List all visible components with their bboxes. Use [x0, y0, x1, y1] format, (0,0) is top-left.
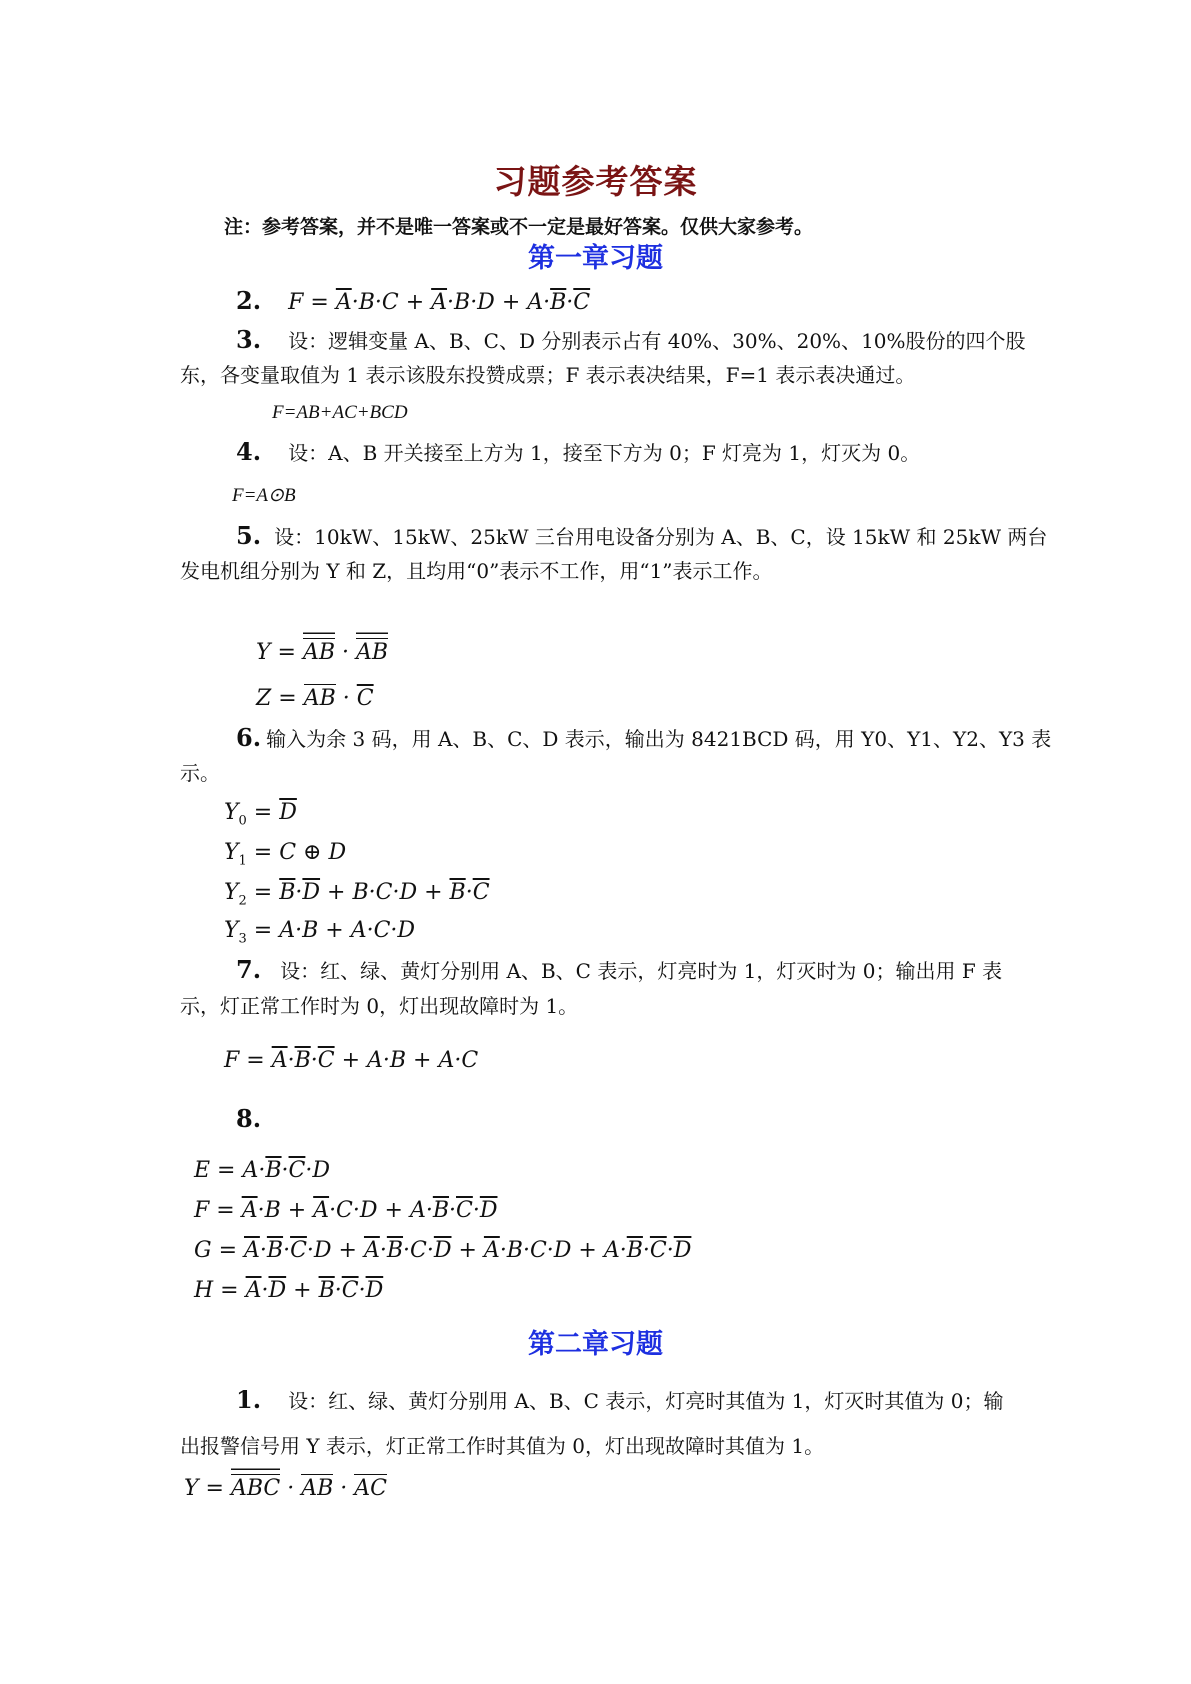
- q5-formula-y: Y = AB · AB: [256, 640, 389, 665]
- q3-text-line2: 东，各变量取值为 1 表示该股东投赞成票；F 表示表决结果，F=1 表示表决通过。: [180, 363, 916, 387]
- q6-number: 6.: [236, 723, 262, 752]
- ch2-q1-line1: [236, 1384, 1003, 1419]
- chapter-1-heading: 第一章习题: [528, 243, 663, 274]
- q7-formula: $F = \overline{A}\cdot\overline{B}\cdot\overline{C} + A\cdot B + A\cdot C$: [224, 1048, 479, 1073]
- q3-line1: [236, 324, 1026, 359]
- q5-line1: [236, 520, 1047, 555]
- q8-f: $F = \overline{A}\cdot B + \overline{A}\cdot C\cdot D + A\cdot\overline{B}\cdot\overline{C}\cdot\overline{D}$: [194, 1198, 498, 1223]
- chapter-2-heading: 第二章习题: [528, 1329, 663, 1360]
- q5-text-line1: 设：10kW、15kW、25kW 三台用电设备分别为 A、B、C，设 15kW 和 25kW 两台: [274, 525, 1048, 549]
- q6-y3: $Y_3 = A\cdot B + A\cdot C\cdot D$: [224, 918, 416, 947]
- q6-y0: $Y_0 = \overline{D}$: [224, 800, 297, 829]
- q7-line1: [236, 954, 1002, 989]
- q6-line1: [236, 722, 1051, 757]
- q8-e: $E = A\cdot\overline{B}\cdot\overline{C}\cdot D$: [194, 1158, 331, 1183]
- q6-text-line2: 示。: [180, 761, 220, 785]
- q3-text-line1: 设：逻辑变量 A、B、C、D 分别表示占有 40%、30%、20%、10%股份的四个股: [288, 329, 1026, 353]
- q5-number: 5.: [236, 521, 262, 550]
- q6-y1: $Y_1 = C$ ⊕ D: [224, 840, 347, 869]
- ch2-q1-formula: Y = ABC · AB · AC: [184, 1476, 388, 1501]
- q7-text-line2: 示，灯正常工作时为 0，灯出现故障时为 1。: [180, 994, 579, 1018]
- page-title: 习题参考答案: [493, 162, 698, 201]
- q2-line: [236, 286, 590, 315]
- q3-number: 3.: [236, 325, 262, 354]
- q6-text-line1: 输入为余 3 码，用 A、B、C、D 表示，输出为 8421BCD 码，用 Y0、Y1、Y2、Y3 表: [266, 727, 1052, 751]
- q4-number: 4.: [236, 437, 262, 466]
- q7-text-line1: 设：红、绿、黄灯分别用 A、B、C 表示，灯亮时为 1，灯灭时为 0；输出用 F 表: [280, 959, 1003, 983]
- q8-h: $H = \overline{A}\cdot\overline{D} + \overline{B}\cdot\overline{C}\cdot\overline{D}$: [194, 1278, 384, 1303]
- q2-number: 2.: [236, 286, 262, 315]
- ch2-q1-number: 1.: [236, 1385, 262, 1414]
- q4-formula: F=A⊙B: [232, 485, 296, 506]
- q8-number: 8.: [236, 1104, 262, 1133]
- ch2-q1-text-line1: 设：红、绿、黄灯分别用 A、B、C 表示，灯亮时其值为 1，灯灭时其值为 0；输: [288, 1389, 1004, 1413]
- q8-g: $G = \overline{A}\cdot\overline{B}\cdot\overline{C}\cdot D + \overline{A}\cdot\overline{B}\cdot C\cdot\overline{D} + \overline{A}\cdot B\cdot C\cdot D + A\cdot\overline{B}\cdot\overline{C}\cdot\overline{D}$: [194, 1238, 692, 1263]
- q4-line: [236, 436, 920, 471]
- q7-number: 7.: [236, 955, 262, 984]
- q5-formula-z: Z = AB · $\overline{C}$: [256, 686, 374, 711]
- note-text: 注：参考答案，并不是唯一答案或不一定是最好答案。仅供大家参考。: [224, 216, 814, 238]
- q2-formula: $F = \overline{A}\cdot B\cdot C + \overline{A}\cdot B\cdot D + A\cdot\overline{B}\cdot\overline{C}$: [288, 290, 591, 315]
- q6-y2: $Y_2 = \overline{B}\cdot\overline{D} + B\cdot C\cdot D + \overline{B}\cdot\overline{C}$: [224, 880, 490, 909]
- ch2-q1-text-line2: 出报警信号用 Y 表示，灯正常工作时其值为 0，灯出现故障时其值为 1。: [180, 1434, 825, 1458]
- q3-formula: F=AB+AC+BCD: [272, 402, 408, 423]
- q5-text-line2: 发电机组分别为 Y 和 Z，且均用“0”表示不工作，用“1”表示工作。: [180, 559, 773, 583]
- q4-text: 设：A、B 开关接至上方为 1，接至下方为 0；F 灯亮为 1，灯灭为 0。: [288, 441, 921, 465]
